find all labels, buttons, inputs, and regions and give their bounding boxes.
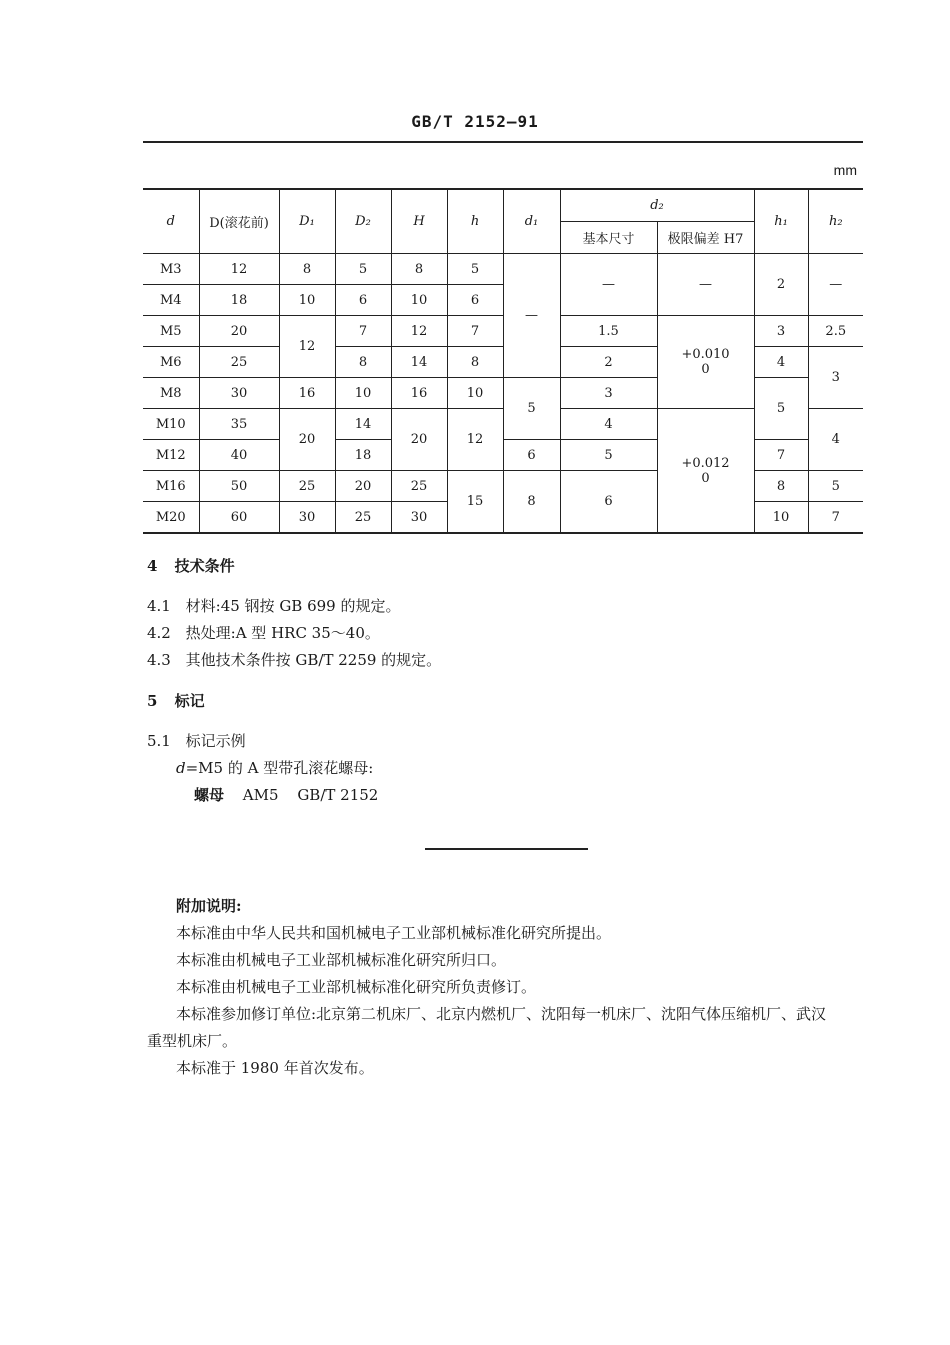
cell-D: 18 [199, 285, 279, 316]
cell-h: 12 [447, 409, 503, 471]
table-row [143, 440, 863, 471]
cell-d1: 5 [503, 378, 560, 440]
notes-line: 本标准参加修订单位:北京第二机床厂、北京内燃机厂、沈阳每一机床厂、沈阳气体压缩机厂、武汉 [176, 1005, 827, 1023]
clause-5-1 [147, 730, 246, 752]
cell-D1: 30 [279, 502, 335, 534]
clause-number: 4.1 [147, 597, 171, 615]
cell-D: 50 [199, 471, 279, 502]
example-variable: d [176, 759, 186, 777]
cell-h1: 10 [754, 502, 808, 534]
clause-text: 其他技术条件按 GB/T 2259 的规定。 [185, 651, 442, 669]
cell-D2: 5 [335, 254, 391, 285]
col-header-d2-basic: 基本尺寸 [560, 222, 657, 254]
col-header-D2: D₂ [335, 189, 391, 254]
cell-h1: 2 [754, 254, 808, 316]
cell-d: M5 [143, 316, 199, 347]
cell-d1: 8 [503, 471, 560, 534]
marking-designation [194, 784, 378, 806]
cell-h1: 8 [754, 471, 808, 502]
clause-text: 标记示例 [185, 732, 246, 750]
section-5-title: 标记 [174, 692, 205, 710]
cell-D1: 12 [279, 316, 335, 378]
cell-d2-basic: 2 [560, 347, 657, 378]
col-header-d2: d₂ [560, 189, 754, 222]
cell-d2-tolerance [657, 316, 754, 409]
tolerance-upper: +0.012 [681, 455, 730, 471]
cell-d: M12 [143, 440, 199, 471]
cell-d2-basic: 4 [560, 409, 657, 440]
cell-D: 20 [199, 316, 279, 347]
cell-D1: 25 [279, 471, 335, 502]
cell-D: 40 [199, 440, 279, 471]
cell-d2-basic: — [560, 254, 657, 316]
cell-d: M6 [143, 347, 199, 378]
col-header-h: h [447, 189, 503, 254]
cell-d2-basic: 6 [560, 471, 657, 534]
section-4-heading [147, 555, 235, 576]
clause-number: 5.1 [147, 732, 171, 750]
cell-h: 6 [447, 285, 503, 316]
cell-H: 12 [391, 316, 447, 347]
marking-example-line [176, 757, 373, 779]
cell-H: 25 [391, 471, 447, 502]
tolerance-lower: 0 [701, 362, 710, 377]
cell-D1: 8 [279, 254, 335, 285]
cell-d2-tolerance [657, 409, 754, 534]
cell-D2: 25 [335, 502, 391, 534]
cell-D2: 8 [335, 347, 391, 378]
cell-h2: 7 [808, 502, 863, 534]
tolerance-upper: +0.010 [681, 347, 730, 362]
cell-d: M8 [143, 378, 199, 409]
section-4-title: 技术条件 [174, 557, 235, 575]
cell-d: M10 [143, 409, 199, 440]
standard-code-header: GB/T 2152—91 [411, 112, 539, 131]
cell-D: 12 [199, 254, 279, 285]
cell-h: 7 [447, 316, 503, 347]
cell-h: 5 [447, 254, 503, 285]
cell-h2: 4 [808, 409, 863, 471]
dimension-table [143, 188, 863, 534]
cell-h: 8 [447, 347, 503, 378]
cell-D2: 20 [335, 471, 391, 502]
section-4-number: 4 [147, 557, 158, 575]
col-header-H: H [391, 189, 447, 254]
cell-D2: 14 [335, 409, 391, 440]
cell-d: M16 [143, 471, 199, 502]
unit-label: mm [833, 162, 857, 178]
cell-d: M3 [143, 254, 199, 285]
cell-d1: — [503, 254, 560, 378]
tolerance-lower: 0 [701, 470, 710, 486]
cell-h1: 4 [754, 347, 808, 378]
col-header-d: d [143, 189, 199, 254]
notes-line: 重型机床厂。 [147, 1032, 238, 1050]
clause-number: 4.2 [147, 624, 171, 642]
header-rule [143, 141, 863, 143]
cell-D: 35 [199, 409, 279, 440]
cell-h2: 5 [808, 471, 863, 502]
cell-D1: 10 [279, 285, 335, 316]
cell-H: 30 [391, 502, 447, 534]
col-header-d1: d₁ [503, 189, 560, 254]
notes-line: 本标准由机械电子工业部机械标准化研究所归口。 [176, 951, 507, 969]
cell-D: 30 [199, 378, 279, 409]
table-row [143, 254, 863, 285]
cell-d: M20 [143, 502, 199, 534]
section-5-heading [147, 690, 205, 711]
cell-h2: 2.5 [808, 316, 863, 347]
cell-d1: 6 [503, 440, 560, 471]
table-row [143, 471, 863, 502]
cell-D: 60 [199, 502, 279, 534]
notes-line: 本标准由机械电子工业部机械标准化研究所负责修订。 [176, 978, 537, 996]
cell-D1: 16 [279, 378, 335, 409]
col-header-D: D(滚花前) [199, 189, 279, 254]
cell-h1: 7 [754, 440, 808, 471]
cell-H: 16 [391, 378, 447, 409]
cell-H: 10 [391, 285, 447, 316]
notes-line: 本标准由中华人民共和国机械电子工业部机械标准化研究所提出。 [176, 924, 612, 942]
cell-d2-basic: 3 [560, 378, 657, 409]
designation-standard: GB/T 2152 [297, 786, 379, 804]
table-row [143, 378, 863, 409]
notes-title: 附加说明: [176, 897, 242, 915]
cell-D2: 10 [335, 378, 391, 409]
col-header-d2-tolerance: 极限偏差 H7 [657, 222, 754, 254]
cell-d2-tolerance: — [657, 254, 754, 316]
cell-D2: 7 [335, 316, 391, 347]
cell-D: 25 [199, 347, 279, 378]
cell-H: 14 [391, 347, 447, 378]
cell-h: 15 [447, 471, 503, 534]
clause-4-2 [147, 622, 380, 644]
clause-4-1 [147, 595, 401, 617]
cell-h2: — [808, 254, 863, 316]
cell-D1: 20 [279, 409, 335, 471]
cell-D2: 18 [335, 440, 391, 471]
cell-d2-basic: 1.5 [560, 316, 657, 347]
table-header-row [143, 189, 863, 222]
cell-d: M4 [143, 285, 199, 316]
clause-4-3 [147, 649, 441, 671]
notes-line: 本标准于 1980 年首次发布。 [176, 1059, 374, 1077]
example-text: =M5 的 A 型带孔滚花螺母: [185, 759, 374, 777]
end-rule [425, 848, 588, 850]
cell-h1: 3 [754, 316, 808, 347]
clause-number: 4.3 [147, 651, 171, 669]
clause-text: 热处理:A 型 HRC 35～40。 [185, 624, 380, 642]
clause-text: 材料:45 钢按 GB 699 的规定。 [185, 597, 401, 615]
col-header-h2: h₂ [808, 189, 863, 254]
designation-part: 螺母 [194, 786, 225, 804]
designation-code: AM5 [242, 786, 279, 804]
cell-h1: 5 [754, 378, 808, 440]
cell-h2: 3 [808, 347, 863, 409]
col-header-h1: h₁ [754, 189, 808, 254]
cell-H: 8 [391, 254, 447, 285]
cell-D2: 6 [335, 285, 391, 316]
section-5-number: 5 [147, 692, 158, 710]
cell-H: 20 [391, 409, 447, 471]
col-header-D1: D₁ [279, 189, 335, 254]
cell-h: 10 [447, 378, 503, 409]
cell-d2-basic: 5 [560, 440, 657, 471]
